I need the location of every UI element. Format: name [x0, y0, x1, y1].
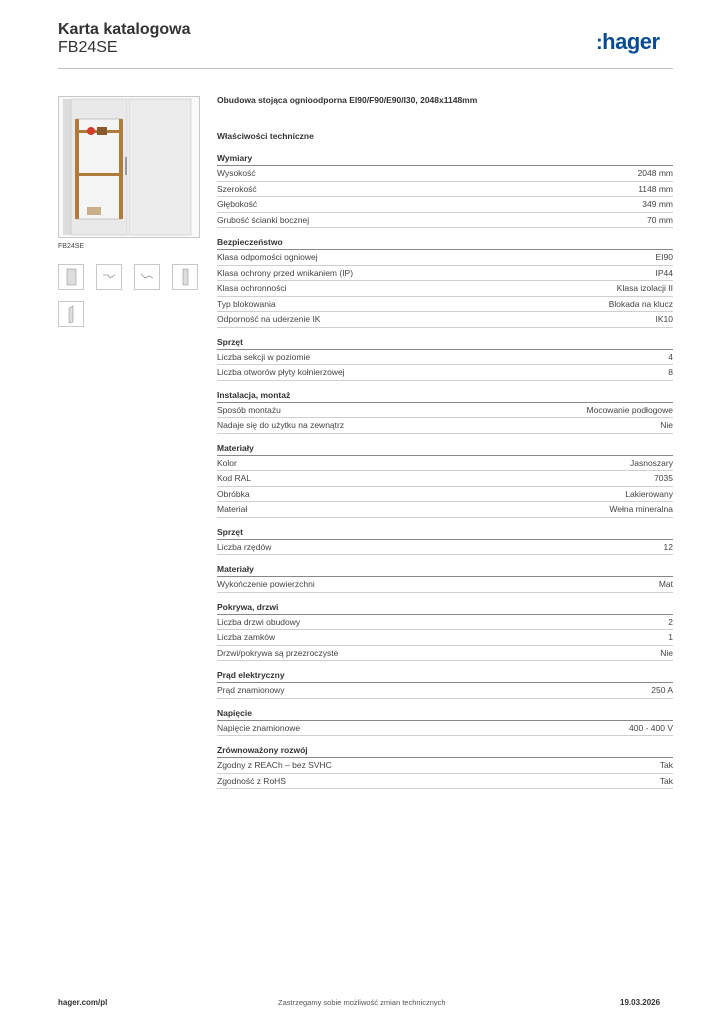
property-label: Sposób montażu [217, 404, 281, 415]
property-value: IP44 [655, 267, 673, 278]
property-section [217, 152, 673, 228]
property-label: Głębokość [217, 199, 258, 209]
section-title: Zrównoważony rozwój [217, 744, 673, 758]
document-title: Karta katalogowa [58, 21, 191, 38]
property-section [217, 442, 673, 518]
footer-disclaimer: Zastrzegamy sobie możliwość zmian technicznych [278, 998, 446, 1007]
property-section [217, 236, 673, 328]
section-title: Pokrywa, drzwi [217, 601, 673, 615]
footer-website[interactable]: hager.com/pl [58, 998, 108, 1007]
property-section [217, 336, 673, 381]
property-value: 4 [668, 351, 673, 362]
cabinet-front-icon[interactable] [58, 264, 84, 290]
property-value: Mat [658, 579, 673, 589]
property-label: Liczba otworów płyty kołnierzowej [217, 367, 345, 377]
property-value: Klasa izolacji II [616, 283, 673, 293]
property-label: Liczba rzędów [217, 541, 272, 552]
property-row [217, 487, 673, 503]
hinge-icon[interactable] [134, 264, 160, 290]
property-label: Grubość ścianki bocznej [217, 214, 310, 225]
property-section [217, 601, 673, 662]
property-value: 400 - 400 V [629, 722, 673, 733]
property-label: Liczba drzwi obudowy [217, 616, 301, 627]
property-value: Nie [660, 420, 673, 430]
property-label: Obróbka [217, 488, 250, 499]
property-label: Napięcie znamionowe [217, 722, 301, 733]
property-row [217, 502, 673, 518]
property-row [217, 615, 673, 631]
property-label: Klasa ochrony przed wnikaniem (IP) [217, 267, 354, 278]
property-row [217, 250, 673, 266]
image-caption: FB24SE [58, 243, 85, 250]
property-value: 2 [668, 616, 673, 627]
bracket-icon[interactable] [96, 264, 122, 290]
section-title: Sprzęt [217, 336, 673, 350]
property-row [217, 471, 673, 487]
property-row [217, 721, 673, 737]
product-image [58, 96, 200, 238]
technical-data [217, 93, 673, 789]
property-value: 12 [663, 541, 673, 552]
property-row [217, 758, 673, 774]
property-value: 7035 [654, 473, 673, 483]
property-value: IK10 [655, 314, 673, 324]
property-label: Wysokość [217, 168, 256, 178]
property-row [217, 213, 673, 229]
property-row [217, 630, 673, 646]
property-label: Kolor [217, 457, 237, 468]
property-value: 1148 mm [638, 183, 673, 194]
section-title: Prąd elektryczny [217, 669, 673, 683]
property-label: Klasa ochronności [217, 283, 287, 293]
property-section [217, 389, 673, 434]
property-label: Odporność na uderzenie IK [217, 314, 321, 324]
section-title: Wymiary [217, 152, 673, 166]
property-row [217, 281, 673, 297]
properties-sections [217, 152, 673, 789]
property-section [217, 707, 673, 737]
property-label: Szerokość [217, 183, 257, 194]
hager-logo: :hager [596, 29, 660, 54]
property-row [217, 774, 673, 790]
property-value: Blokada na klucz [608, 298, 673, 309]
property-row [217, 418, 673, 434]
property-value: Jasnoszary [630, 457, 673, 468]
property-row [217, 456, 673, 472]
property-label: Liczba zamków [217, 632, 276, 642]
property-row [217, 403, 673, 419]
properties-title: Właściwości techniczne [217, 131, 314, 141]
section-title: Instalacja, montaż [217, 389, 673, 403]
property-label: Klasa odpomości ogniowej [217, 252, 318, 262]
property-section [217, 744, 673, 789]
property-section [217, 526, 673, 556]
property-row [217, 646, 673, 662]
property-label: Wykończenie powierzchni [217, 579, 315, 589]
property-label: Drzwi/pokrywa są przezroczyste [217, 647, 339, 658]
property-label: Zgodny z REACh – bez SVHC [217, 760, 332, 770]
property-label: Prąd znamionowy [217, 685, 285, 695]
header-divider [58, 68, 673, 69]
property-value: 349 mm [642, 199, 673, 209]
section-title: Bezpieczeństwo [217, 236, 673, 250]
property-row [217, 197, 673, 213]
property-row [217, 350, 673, 366]
property-label: Liczba sekcji w poziomie [217, 351, 311, 362]
property-label: Typ blokowania [217, 298, 276, 309]
property-value: 250 A [651, 685, 673, 695]
property-value: Lakierowany [625, 488, 673, 499]
panel-icon[interactable] [58, 301, 84, 327]
property-value: Mocowanie podłogowe [586, 404, 673, 415]
property-row [217, 297, 673, 313]
product-code: FB24SE [58, 39, 118, 56]
cabinet-side-icon[interactable] [172, 264, 198, 290]
section-title: Napięcie [217, 707, 673, 721]
property-row [217, 312, 673, 328]
property-value: Tak [659, 775, 673, 786]
property-row [217, 683, 673, 699]
property-value: Wełna mineralna [609, 504, 673, 514]
section-title: Materiały [217, 563, 673, 577]
property-label: Zgodność z RoHS [217, 775, 286, 786]
property-row [217, 266, 673, 282]
footer-date: 19.03.2026 [620, 998, 661, 1007]
product-description: Obudowa stojąca ognioodporna EI90/F90/E90/I30, 2048x1148mm [217, 95, 478, 105]
property-row [217, 166, 673, 182]
section-title: Materiały [217, 442, 673, 456]
property-value: Tak [659, 760, 673, 770]
property-row [217, 365, 673, 381]
property-label: Kod RAL [217, 473, 252, 483]
property-label: Nadaje się do użytku na zewnątrz [217, 420, 345, 430]
property-value: 1 [668, 632, 673, 642]
section-title: Sprzęt [217, 526, 673, 540]
property-row [217, 540, 673, 556]
property-label: Materiał [217, 504, 248, 514]
property-value: 8 [668, 367, 673, 377]
property-row [217, 577, 673, 593]
property-section [217, 563, 673, 593]
property-value: EI90 [655, 252, 673, 262]
property-value: Nie [660, 647, 673, 658]
property-row [217, 182, 673, 198]
property-value: 70 mm [647, 214, 673, 225]
property-section [217, 669, 673, 699]
property-value: 2048 mm [637, 168, 673, 178]
